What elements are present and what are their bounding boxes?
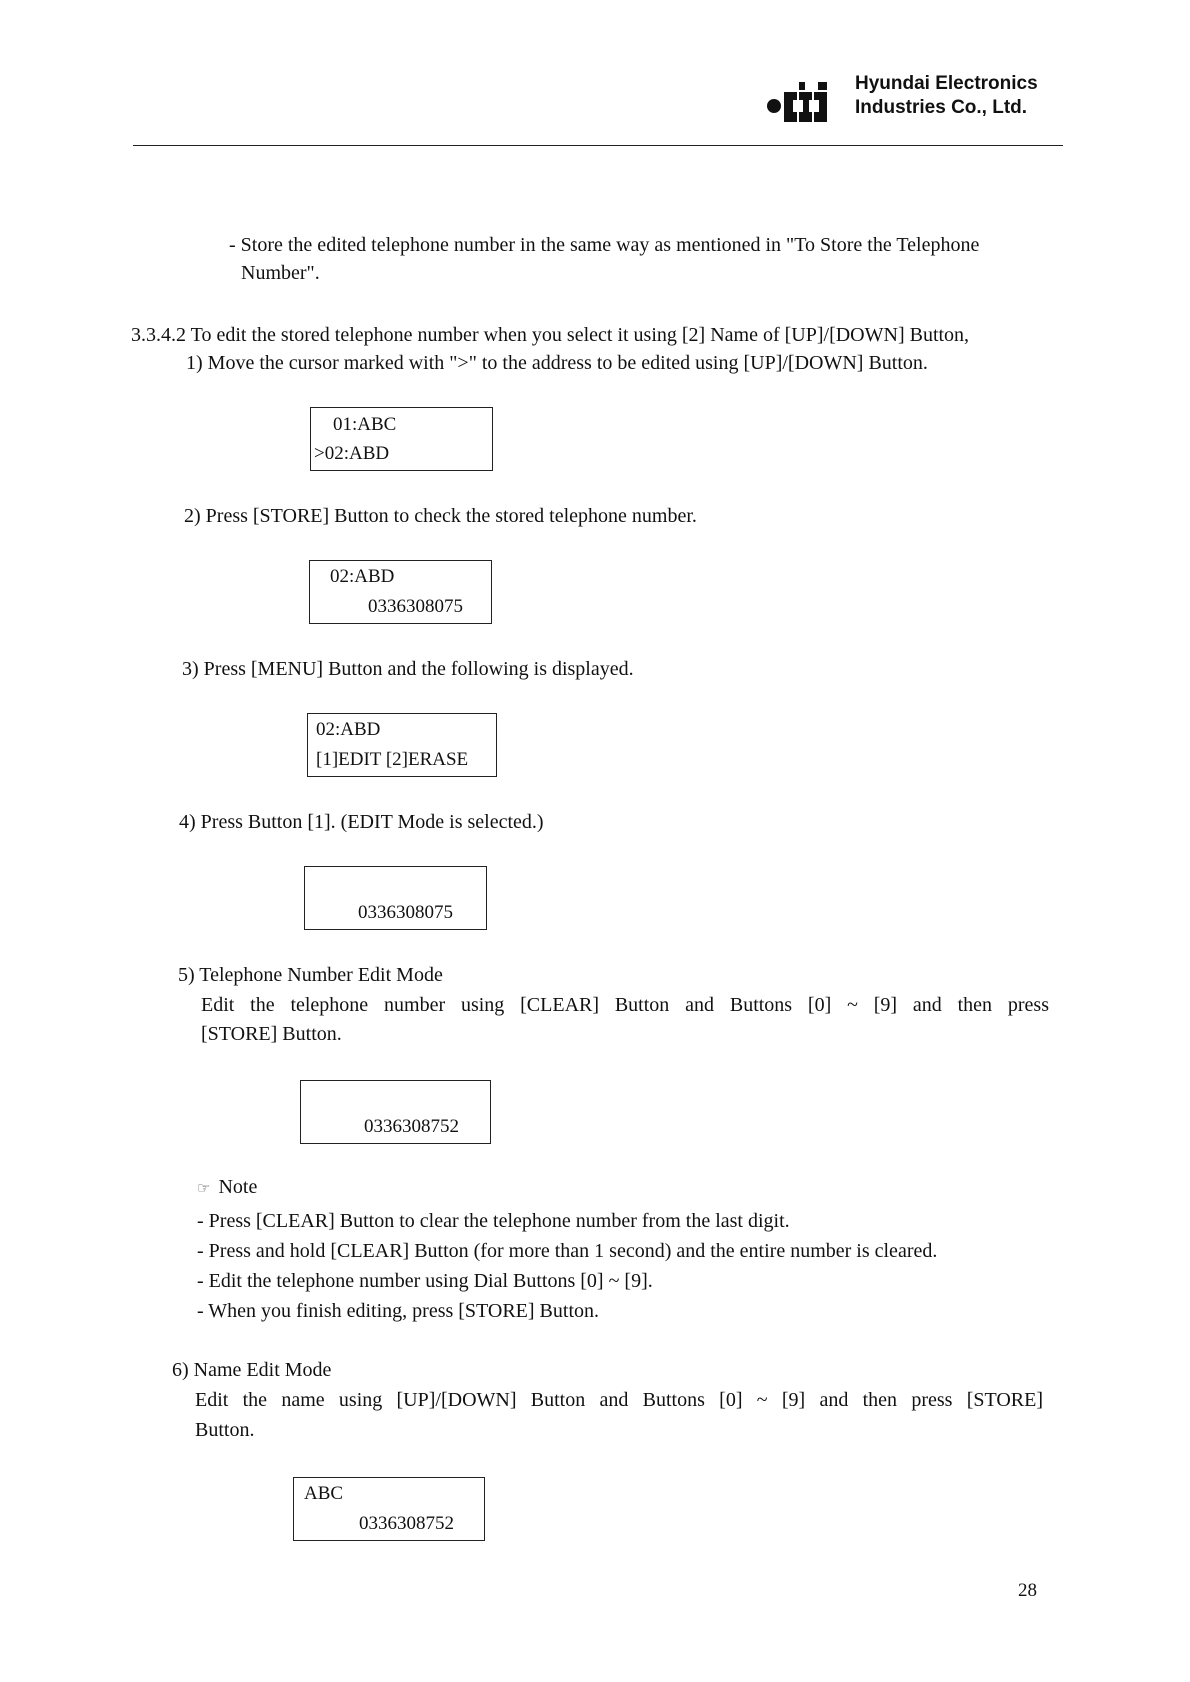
note-item-1: - Press [CLEAR] Button to clear the telephone number from the last digit. [197, 1210, 790, 1232]
step-1-text: 1) Move the cursor marked with ">" to the address to be edited using [UP]/[DOWN] Button. [186, 352, 928, 374]
lcd-line2: 0336308075 [368, 596, 463, 617]
company-name-line2: Industries Co., Ltd. [855, 97, 1028, 118]
note-item-3: - Edit the telephone number using Dial Buttons [0] ~ [9]. [197, 1270, 653, 1292]
hyundai-logo-icon [766, 80, 838, 126]
pointing-hand-icon: ☞ [197, 1181, 211, 1197]
step-5-description-line1: Edit the telephone number using [CLEAR] Button and Buttons [0] ~ [9] and then press [201, 994, 1049, 1016]
company-name-line1: Hyundai Electronics [855, 73, 1038, 94]
note-label: Note [218, 1176, 258, 1198]
note-item-2: - Press and hold [CLEAR] Button (for more than 1 second) and the entire number is cleared. [197, 1240, 938, 1262]
lcd-display-step-3 [307, 713, 497, 777]
header-divider [133, 145, 1063, 146]
page-number: 28 [1018, 1580, 1037, 1601]
step-5-description-line2: [STORE] Button. [201, 1023, 342, 1045]
lcd-display-step-4 [304, 866, 487, 930]
lcd-line1: ABC [304, 1483, 344, 1504]
intro-line1: - Store the edited telephone number in the same way as mentioned in "To Store the Telephone [229, 234, 980, 256]
lcd-line2: 0336308752 [364, 1116, 459, 1137]
lcd-line1: 01:ABC [333, 414, 397, 435]
step-2-text: 2) Press [STORE] Button to check the stored telephone number. [184, 505, 697, 527]
step-3-text: 3) Press [MENU] Button and the following is displayed. [182, 658, 634, 680]
lcd-line2: 0336308075 [358, 902, 453, 923]
company-name [855, 72, 1038, 120]
lcd-display-step-2 [309, 560, 492, 624]
section-heading: 3.3.4.2 To edit the stored telephone number when you select it using [2] Name of [UP]/[DOWN] Button, [131, 324, 970, 346]
lcd-line1: 02:ABD [330, 566, 395, 587]
lcd-display-step-1 [310, 407, 493, 471]
lcd-line2: >02:ABD [314, 443, 390, 464]
lcd-display-step-6 [293, 1477, 485, 1541]
step-6-text: 6) Name Edit Mode [172, 1359, 332, 1381]
step-6-description-line1: Edit the name using [UP]/[DOWN] Button and Buttons [0] ~ [9] and then press [STORE] [195, 1389, 1043, 1411]
lcd-line1: 02:ABD [316, 719, 381, 740]
step-5-text: 5) Telephone Number Edit Mode [178, 964, 443, 986]
lcd-line2: [1]EDIT [2]ERASE [316, 749, 469, 770]
lcd-display-step-5 [300, 1080, 491, 1144]
intro-line2: Number". [241, 262, 320, 284]
step-4-text: 4) Press Button [1]. (EDIT Mode is selected.) [179, 811, 544, 833]
note-item-4: - When you finish editing, press [STORE] Button. [197, 1300, 600, 1322]
step-6-description-line2: Button. [195, 1419, 255, 1441]
lcd-line2: 0336308752 [359, 1513, 454, 1534]
note-heading [197, 1176, 257, 1199]
